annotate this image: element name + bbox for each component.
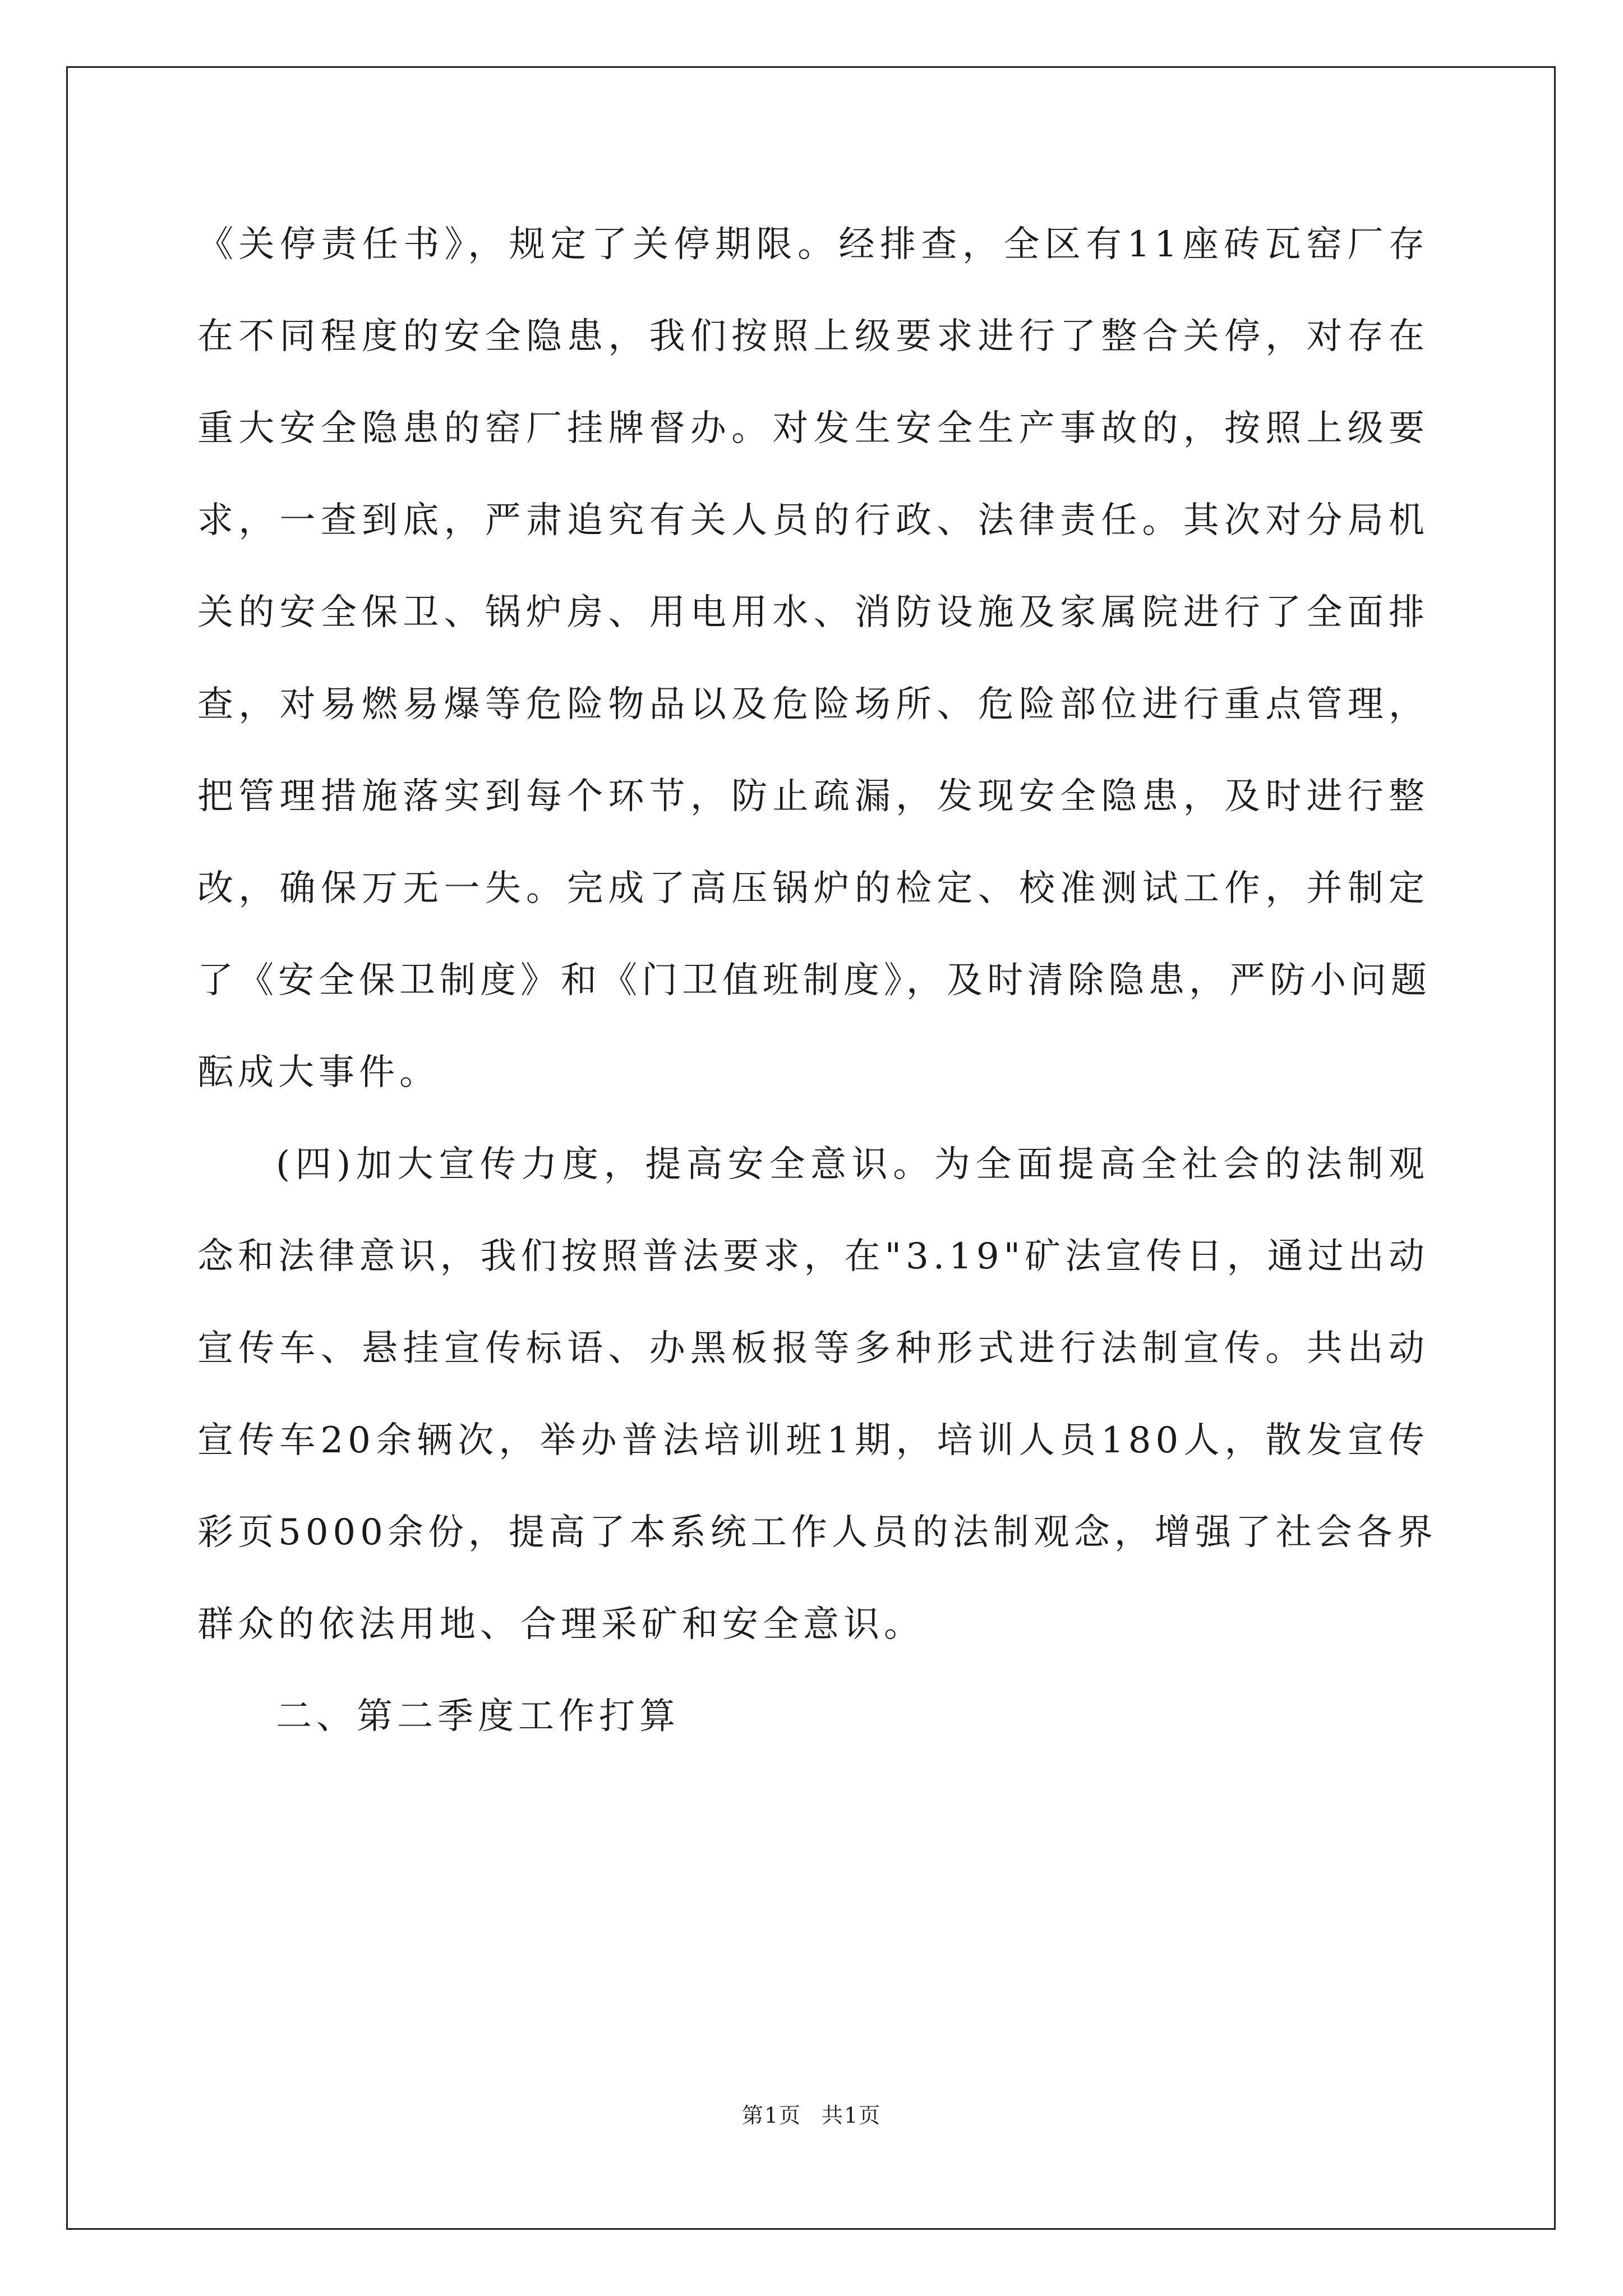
section-heading (197, 1671, 1429, 1763)
text-line: 了《安全保卫制度》和《门卫值班制度》，及时清除隐患，严防小问题 (197, 960, 1431, 1001)
text-line: 把管理措施落实到每个环节，防止疏漏，发现安全隐患，及时进行整 (197, 776, 1429, 817)
heading-line: 二、第二季度工作打算 (276, 1696, 680, 1737)
text-line: 酝成大事件。 (197, 1052, 440, 1093)
text-line: 念和法律意识，我们按照普法要求，在"3.19"矿法宣传日，通过出动 (197, 1236, 1429, 1277)
text-line: 宣传车、悬挂宣传标语、办黑板报等多种形式进行法制宣传。共出动 (197, 1328, 1429, 1369)
page-number: 第1页 (741, 2103, 801, 2128)
paragraph-1 (197, 199, 1429, 1119)
page-total: 共1页 (822, 2103, 882, 2128)
text-line: 查，对易燃易爆等危险物品以及危险场所、危险部位进行重点管理， (197, 684, 1429, 725)
text-line: 群众的依法用地、合理采矿和安全意识。 (197, 1604, 924, 1645)
text-line: 《关停责任书》，规定了关停期限。经排查，全区有11座砖瓦窑厂存 (197, 224, 1429, 265)
page-footer (0, 2098, 1623, 2129)
text-line: 求，一查到底，严肃追究有关人员的行政、法律责任。其次对分局机 (197, 500, 1429, 541)
text-line: 改，确保万无一失。完成了高压锅炉的检定、校准测试工作，并制定 (197, 868, 1429, 909)
text-line: (四)加大宣传力度，提高安全意识。为全面提高全社会的法制观 (276, 1144, 1429, 1185)
text-line: 宣传车20余辆次，举办普法培训班1期，培训人员180人，散发宣传 (197, 1420, 1429, 1461)
document-body (197, 199, 1437, 1763)
text-line: 重大安全隐患的窑厂挂牌督办。对发生安全生产事故的，按照上级要 (197, 408, 1429, 449)
text-line: 关的安全保卫、锅炉房、用电用水、消防设施及家属院进行了全面排 (197, 592, 1429, 633)
text-line: 在不同程度的安全隐患，我们按照上级要求进行了整合关停，对存在 (197, 316, 1429, 357)
text-line: 彩页5000余份，提高了本系统工作人员的法制观念，增强了社会各界 (197, 1512, 1437, 1553)
paragraph-2 (197, 1119, 1437, 1671)
